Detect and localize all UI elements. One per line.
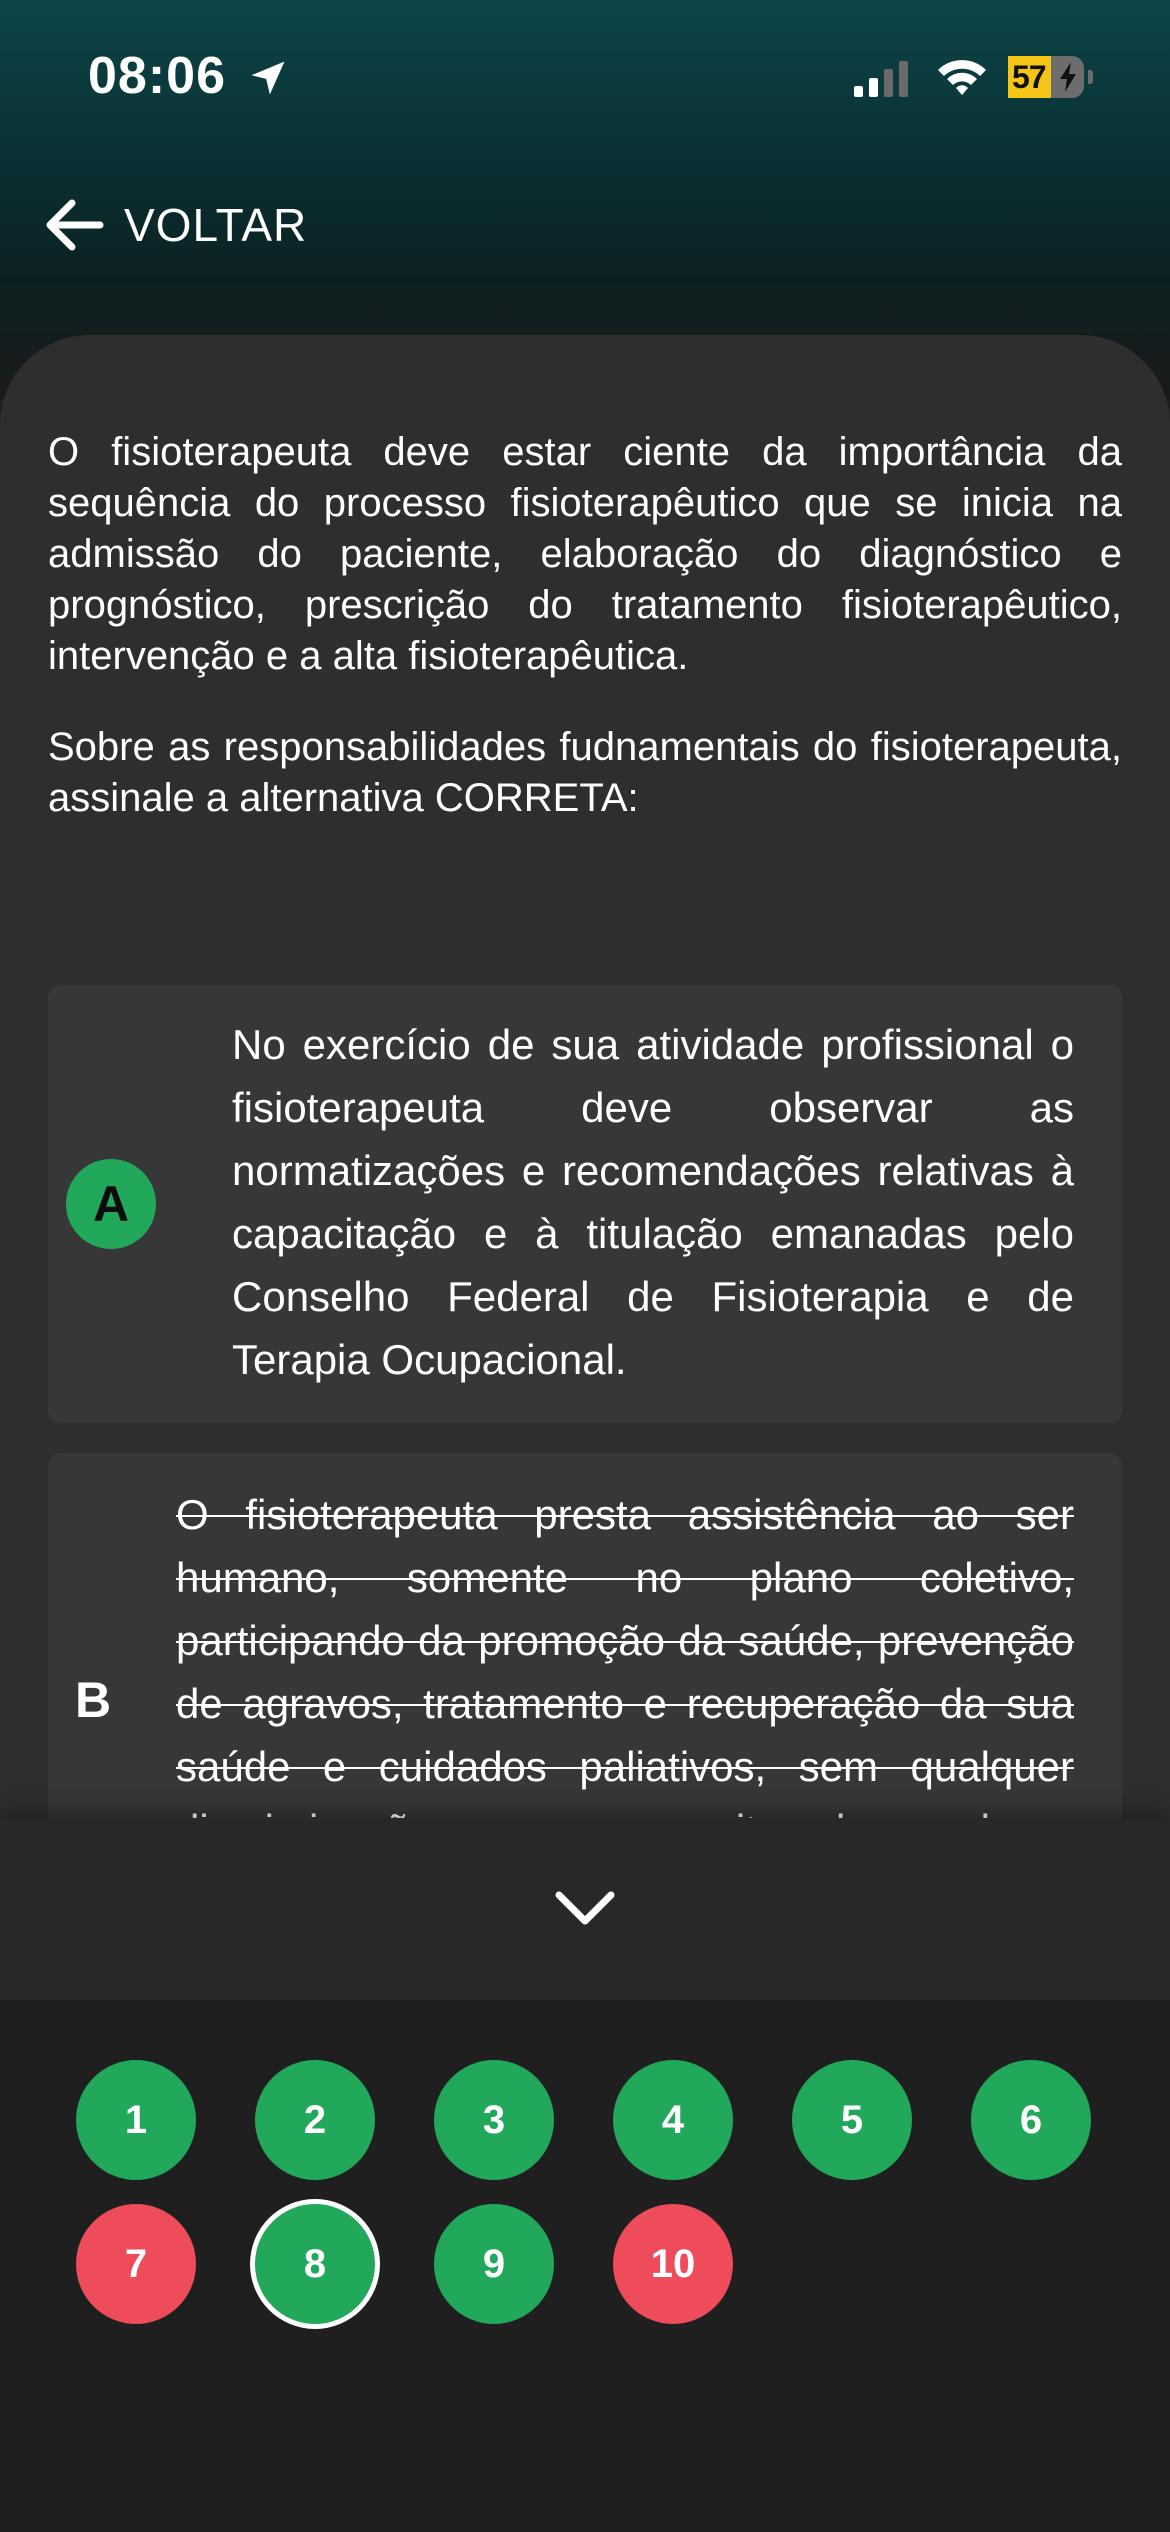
question-paragraph: O fisioterapeuta deve estar ciente da importância da sequência do processo fisioterapêutico que se inicia na admissão do paciente, elaboração do diagnóstico e prognóstico, prescrição do tratamento fisioterapêutico, intervenção e a alta fisioterapêutica. — [48, 430, 1122, 678]
question-text — [48, 427, 1122, 824]
question-number-label: 8 — [303, 2241, 327, 2286]
question-number-button[interactable] — [255, 2060, 375, 2180]
option-text-eliminated: O fisioterapeuta presta assistência ao ser humano, somente no plano coletivo, participando da promoção da saúde, prevenção de agravos, tratamento e recuperação da sua saúde e cuidados paliativos, sem qualquer — [176, 1491, 1074, 1790]
question-number-label: 3 — [482, 2097, 506, 2142]
battery-icon — [1008, 56, 1088, 98]
location-arrow-icon — [246, 56, 290, 100]
question-number-button[interactable] — [613, 2060, 733, 2180]
chevron-down-icon[interactable] — [545, 1873, 625, 1943]
question-number-button[interactable] — [76, 2204, 196, 2324]
back-button[interactable] — [40, 190, 307, 260]
question-number-label: 5 — [840, 2097, 864, 2142]
question-number-button[interactable] — [434, 2204, 554, 2324]
question-number-label: 7 — [124, 2241, 148, 2286]
question-card — [0, 335, 1170, 1835]
question-number-label: 4 — [661, 2097, 685, 2142]
question-number-button[interactable] — [255, 2204, 375, 2324]
question-number-label: 10 — [650, 2241, 696, 2286]
battery-percent: 57 — [1012, 59, 1046, 95]
back-label: VOLTAR — [124, 199, 308, 251]
option-letter-badge: A — [66, 1159, 156, 1249]
question-number-label: 2 — [303, 2097, 327, 2142]
question-number-button[interactable] — [76, 2060, 196, 2180]
question-number-label: 9 — [482, 2241, 506, 2286]
question-number-button[interactable] — [613, 2204, 733, 2324]
wifi-icon — [934, 56, 990, 100]
question-number-button[interactable] — [792, 2060, 912, 2180]
charging-bolt-icon — [1058, 61, 1078, 93]
arrow-left-icon — [40, 195, 106, 255]
question-number-label: 1 — [124, 2097, 148, 2142]
question-prompt: Sobre as responsabilidades fudnamentais do fisioterapeuta, assinale a alternativa CORRETA: — [48, 725, 1122, 820]
option-text: No exercício de sua atividade profissional o fisioterapeuta deve observar as normatizações e recomendações relativas à capacitação e à titulação emanadas pelo Conselho Federal de Fisioterapia e de Terapia Ocupacional. — [232, 1021, 1074, 1383]
question-number-label: 6 — [1019, 2097, 1043, 2142]
status-bar — [0, 0, 1170, 150]
question-number-button[interactable] — [434, 2060, 554, 2180]
question-navigator-header — [0, 1818, 1170, 2000]
battery-cap — [1088, 70, 1093, 84]
cellular-signal-icon — [852, 60, 914, 98]
question-number-button[interactable] — [971, 2060, 1091, 2180]
question-navigator — [0, 2000, 1170, 2532]
option-letter: B — [74, 1672, 112, 1728]
option-a[interactable] — [48, 985, 1122, 1423]
clock: 08:06 — [88, 47, 226, 105]
